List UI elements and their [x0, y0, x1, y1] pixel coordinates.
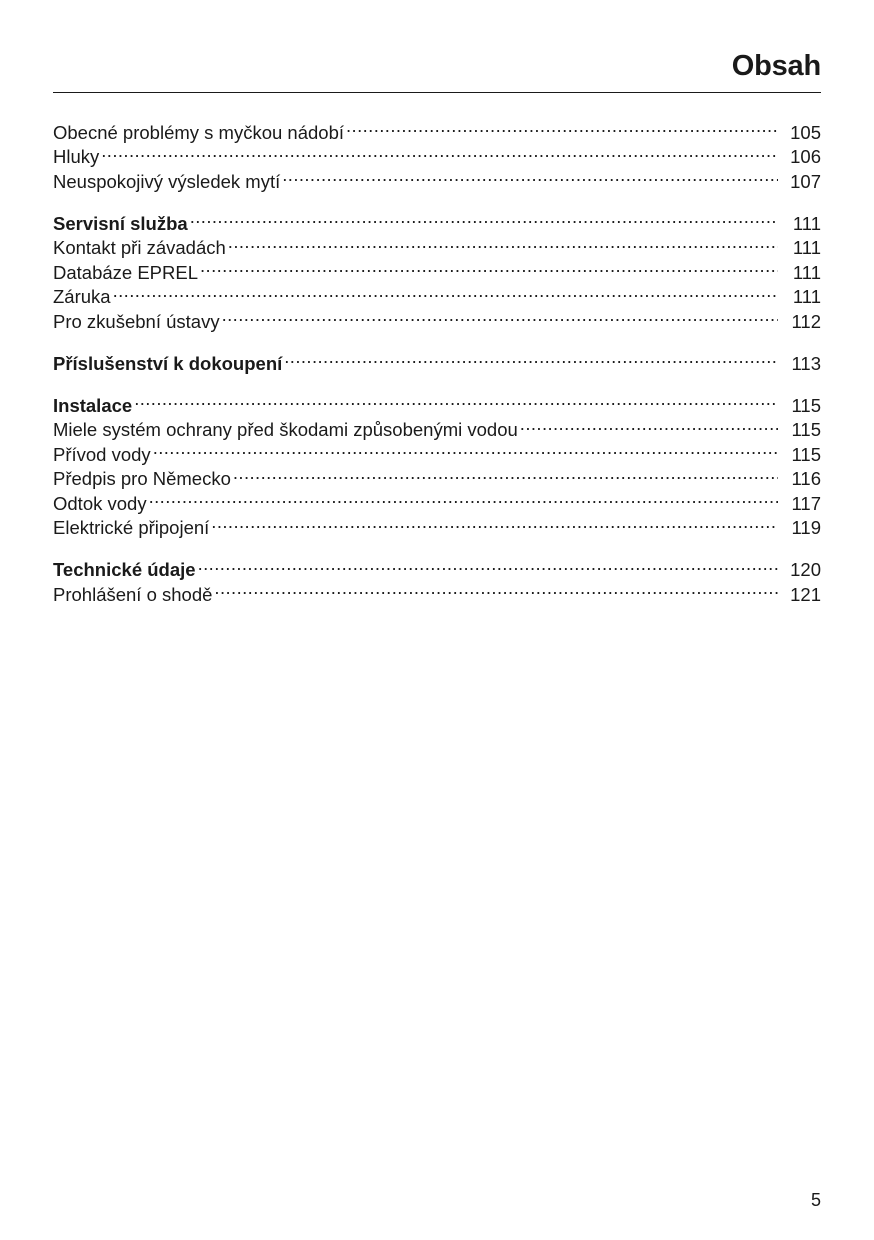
toc-entry-label: Databáze EPREL — [53, 261, 199, 283]
toc-section — [53, 114, 821, 192]
toc-entry-label: Přívod vody — [53, 443, 151, 465]
toc-section-heading[interactable] — [53, 205, 821, 234]
toc-entry-label: Záruka — [53, 286, 111, 307]
toc-entry[interactable] — [53, 510, 821, 538]
toc-entry-label: Odtok vody — [53, 492, 147, 514]
toc-entry-page: 121 — [790, 583, 821, 605]
toc-section — [53, 387, 821, 538]
toc-entry-page: 111 — [792, 237, 821, 258]
toc-section-heading[interactable] — [53, 387, 821, 416]
toc-entry-page: 115 — [791, 443, 821, 465]
toc-entry-label: Pro zkušební ústavy — [53, 310, 220, 332]
toc-section — [53, 205, 821, 332]
toc-entry-label: Příslušenství k dokoupení — [53, 352, 283, 374]
toc-entry-label: Předpis pro Německo — [53, 468, 231, 489]
toc-entry-page: 111 — [792, 261, 821, 283]
table-of-contents — [53, 114, 821, 618]
dot-leader — [198, 552, 778, 577]
dot-leader — [282, 163, 778, 188]
toc-entry[interactable] — [53, 412, 821, 440]
toc-entry[interactable] — [53, 461, 821, 489]
toc-entry-page: 113 — [791, 352, 821, 374]
toc-entry-page: 119 — [791, 517, 821, 538]
toc-section — [53, 345, 821, 374]
dot-leader — [113, 279, 778, 304]
dot-leader — [520, 412, 778, 437]
toc-entry-page: 120 — [790, 559, 821, 580]
toc-entry[interactable] — [53, 303, 821, 332]
toc-entry-label: Kontakt při závadách — [53, 237, 226, 258]
toc-entry-page: 117 — [791, 492, 821, 514]
toc-entry-label: Prohlášení o shodě — [53, 583, 213, 605]
page-title: Obsah — [731, 50, 821, 82]
toc-section — [53, 552, 821, 605]
toc-section-heading[interactable] — [53, 552, 821, 580]
toc-entry-page: 107 — [790, 170, 821, 192]
page-header — [53, 48, 821, 93]
toc-entry-label: Obecné problémy s myčkou nádobí — [53, 121, 345, 143]
toc-entry-page: 111 — [792, 286, 821, 307]
dot-leader — [101, 139, 778, 164]
toc-entry-label: Miele systém ochrany před škodami způsobenými vodou — [53, 419, 518, 440]
dot-leader — [222, 303, 778, 328]
toc-entry-label: Technické údaje — [53, 559, 196, 580]
toc-entry-page: 105 — [790, 121, 821, 143]
toc-entry-label: Hluky — [53, 146, 100, 167]
toc-entry-page: 115 — [791, 394, 821, 416]
toc-entry[interactable] — [53, 114, 821, 143]
toc-entry[interactable] — [53, 139, 821, 167]
toc-entry-label: Instalace — [53, 394, 133, 416]
toc-entry-page: 112 — [791, 310, 821, 332]
dot-leader — [134, 387, 778, 412]
toc-entry[interactable] — [53, 163, 821, 192]
toc-entry-page: 116 — [791, 468, 821, 489]
toc-entry[interactable] — [53, 485, 821, 514]
page-number: 5 — [810, 1190, 821, 1210]
dot-leader — [190, 205, 778, 230]
toc-entry-page: 111 — [792, 212, 821, 234]
toc-entry[interactable] — [53, 279, 821, 307]
dot-leader — [214, 576, 778, 601]
toc-entry-page: 106 — [790, 146, 821, 167]
dot-leader — [233, 461, 778, 486]
dot-leader — [149, 485, 778, 510]
dot-leader — [346, 114, 778, 139]
toc-entry[interactable] — [53, 436, 821, 465]
dot-leader — [284, 345, 778, 370]
dot-leader — [211, 510, 778, 535]
toc-entry-label: Neuspokojivý výsledek mytí — [53, 170, 281, 192]
toc-entry-label: Servisní služba — [53, 212, 188, 234]
toc-entry-page: 115 — [791, 419, 821, 440]
toc-section-heading[interactable] — [53, 345, 821, 374]
dot-leader — [200, 254, 778, 279]
dot-leader — [228, 230, 778, 255]
toc-entry-label: Elektrické připojení — [53, 517, 210, 538]
dot-leader — [153, 436, 778, 461]
